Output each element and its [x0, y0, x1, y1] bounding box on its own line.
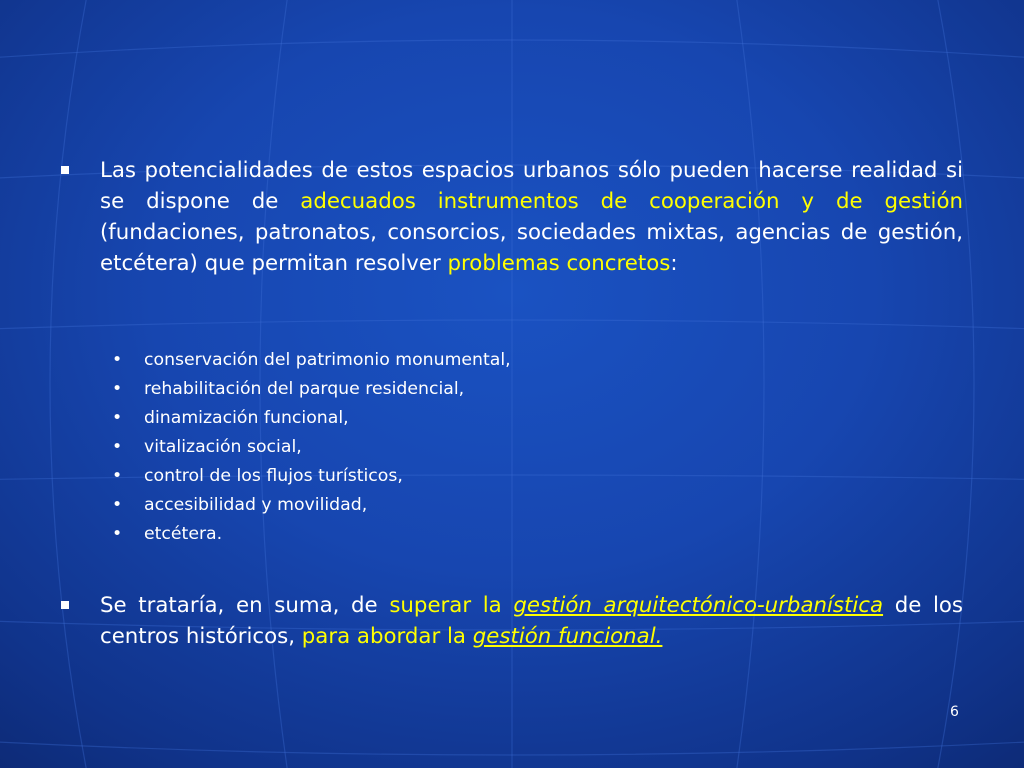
square-bullet-icon — [61, 601, 69, 609]
sub-list-item — [112, 433, 511, 462]
sub-list-item — [112, 462, 511, 491]
sub-item-text: conservación del patrimonio monumental, — [144, 350, 511, 370]
bullet-1-highlight: problemas concretos — [447, 251, 671, 276]
round-bullet-icon: • — [112, 437, 123, 457]
sub-list-item — [112, 346, 511, 375]
round-bullet-icon: • — [112, 350, 123, 370]
bullet-2-text-part: de los centros históricos, — [100, 593, 964, 649]
sub-item-text: dinamización funcional, — [144, 408, 349, 428]
sub-item-text: vitalización social, — [144, 437, 302, 457]
main-bullet-2-text — [100, 590, 963, 652]
sub-item-text: accesibilidad y movilidad, — [144, 495, 368, 515]
bullet-2-highlight: superar la — [389, 593, 514, 618]
sub-bullet-list — [112, 346, 511, 549]
bullet-1-text-part: : — [670, 251, 678, 276]
sub-item-text: control de los flujos turísticos, — [144, 466, 403, 486]
bullet-1-text-part: Las potencialidades de estos espacios urbanos sólo pueden hacerse realidad si se dispone de — [100, 158, 963, 214]
sub-item-text: rehabilitación del parque residencial, — [144, 379, 465, 399]
sub-list-item — [112, 375, 511, 404]
round-bullet-icon: • — [112, 379, 123, 399]
page-number: 6 — [950, 704, 959, 720]
main-bullet-1-text — [100, 155, 963, 279]
bullet-2-highlight: para abordar la — [301, 624, 473, 649]
sub-list-item — [112, 491, 511, 520]
round-bullet-icon: • — [112, 495, 123, 515]
round-bullet-icon: • — [112, 408, 123, 428]
bullet-1-text-part: (fundaciones, patronatos, consorcios, sociedades mixtas, agencias de gestión, etcétera) que permitan resolver — [100, 220, 963, 276]
round-bullet-icon: • — [112, 466, 123, 486]
bullet-2-text-part: Se trataría, en suma, de — [100, 593, 390, 618]
bullet-2-underlined-highlight: gestión funcional. — [472, 624, 663, 649]
sub-list-item — [112, 520, 511, 549]
sub-list-item — [112, 404, 511, 433]
round-bullet-icon: • — [112, 524, 123, 544]
sub-item-text: etcétera. — [144, 524, 223, 544]
square-bullet-icon — [61, 166, 69, 174]
bullet-2-underlined-highlight: gestión arquitectónico-urbanística — [513, 593, 884, 618]
main-bullet-2 — [61, 590, 963, 652]
bullet-1-highlight: adecuados instrumentos de cooperación y de gestión — [300, 189, 963, 214]
main-bullet-1 — [61, 155, 963, 279]
